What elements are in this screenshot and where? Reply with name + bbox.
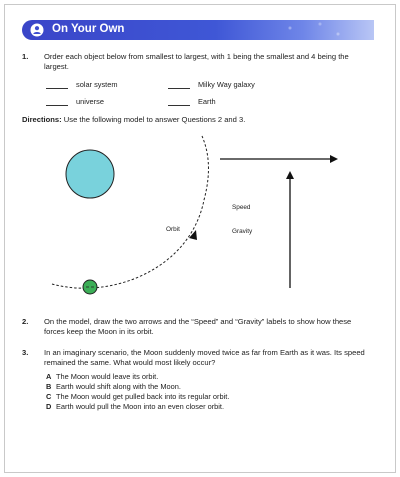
question-2-text: On the model, draw the two arrows and the “Speed” and “Gravity” labels to show how these forces keep the Moon in its orbit.	[44, 317, 352, 336]
question-1-text: Order each object below from smallest to largest, with 1 being the smallest and 4 being the largest.	[44, 52, 349, 71]
choice-letter: C	[46, 392, 52, 401]
question-3-text: In an imaginary scenario, the Moon suddenly moved twice as far from Earth as it was. Its speed remained the same. What would most likely occur?	[44, 348, 365, 367]
earth	[66, 150, 114, 198]
gravity-label[interactable]: Gravity	[232, 228, 253, 235]
speed-label[interactable]: Speed	[232, 204, 251, 211]
choice-letter: D	[46, 402, 52, 411]
question-2	[22, 317, 372, 339]
question-1-number: 1.	[22, 52, 29, 61]
choice-letter: B	[46, 382, 52, 391]
choice-text: Earth would shift along with the Moon.	[56, 382, 181, 391]
question-3	[22, 348, 372, 370]
choice-b[interactable]	[46, 382, 181, 391]
item-label: universe	[76, 97, 104, 106]
choice-text: The Moon would get pulled back into its regular orbit.	[56, 392, 230, 401]
orbit-arrow-tip	[189, 230, 197, 240]
choice-text: Earth would pull the Moon into an even closer orbit.	[56, 402, 225, 411]
choice-a[interactable]	[46, 372, 158, 381]
item-label: solar system	[76, 80, 118, 89]
question-3-number: 3.	[22, 348, 29, 357]
choice-letter: A	[46, 372, 52, 381]
moon	[83, 280, 97, 294]
directions-label: Directions:	[22, 115, 62, 124]
orbit-label[interactable]: Orbit	[166, 226, 180, 233]
directions-text: Use the following model to answer Questions 2 and 3.	[63, 115, 246, 124]
section-title: On Your Own	[52, 23, 125, 35]
item-label: Milky Way galaxy	[198, 80, 255, 89]
question-2-number: 2.	[22, 317, 29, 326]
item-label: Earth	[198, 97, 216, 106]
choice-d[interactable]	[46, 402, 224, 411]
choice-c[interactable]	[46, 392, 229, 401]
choice-text: The Moon would leave its orbit.	[56, 372, 159, 381]
